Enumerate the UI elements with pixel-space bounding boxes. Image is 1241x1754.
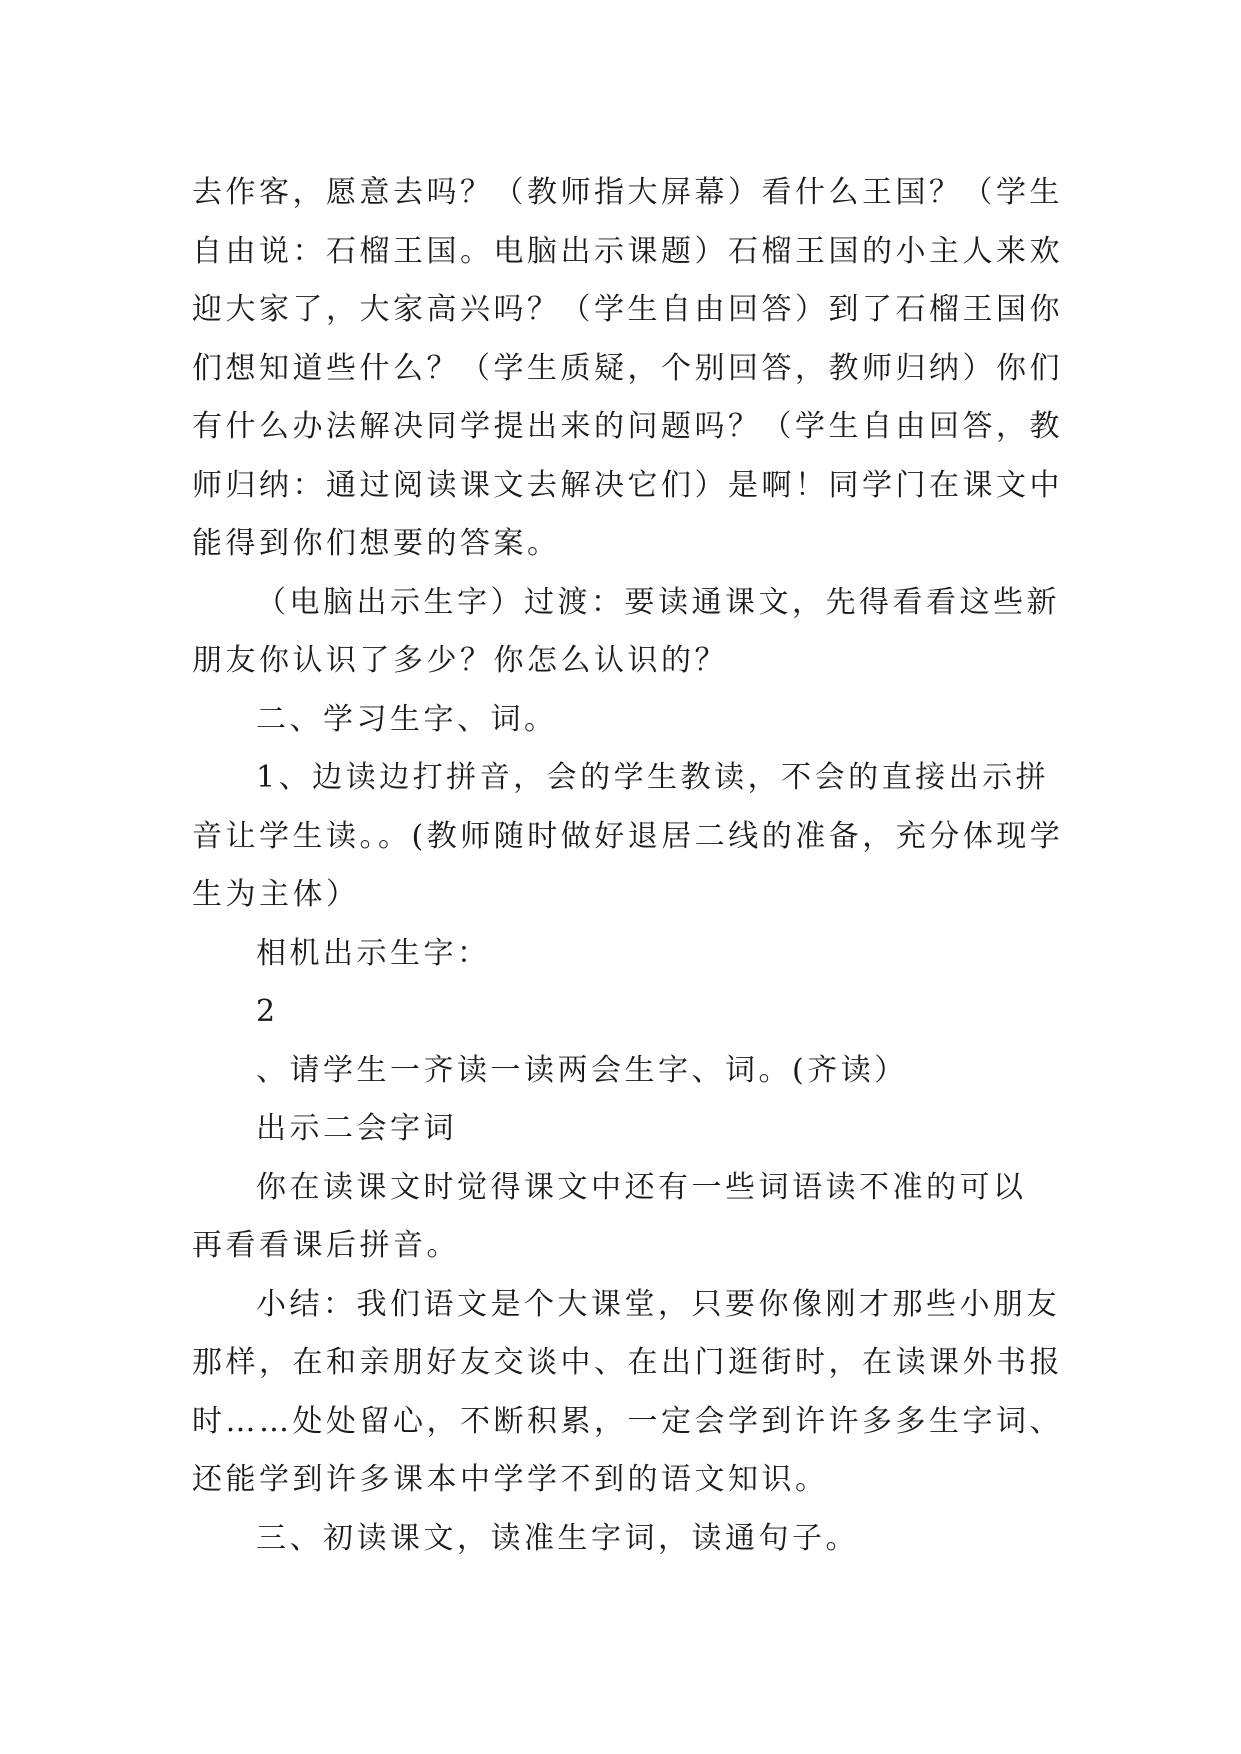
text-line: 们想知道些什么？（学生质疑，个别回答，教师归纳）你们 [192, 350, 1063, 386]
text-line: 小结：我们语文是个大课堂，只要你像刚才那些小朋友 [256, 1286, 1060, 1322]
text-line: 能得到你们想要的答案。 [192, 526, 561, 561]
text-line: 师归纳：通过阅读课文去解决它们）是啊！同学门在课文中 [192, 467, 1063, 503]
text-line: 去作客，愿意去吗？（教师指大屏幕）看什么王国？（学生 [192, 175, 1063, 210]
text-line: 音让学生读。。(教师随时做好退居二线的准备，充分体现学 [192, 818, 1064, 854]
text-line: 你在读课文时觉得课文中还有一些词语读不准的可以 [256, 1169, 1027, 1205]
text-line: 自由说：石榴王国。电脑出示课题）石榴王国的小主人来欢 [192, 233, 1063, 269]
text-line: 那样，在和亲朋好友交谈中、在出门逛街时，在读课外书报 [192, 1345, 1063, 1380]
text-line: 再看看课后拼音。 [192, 1228, 460, 1263]
text-line: 、请学生一齐读一读两会生字、词。(齐读） [256, 1052, 908, 1088]
section-heading: 三、初读课文，读准生字词，读通句子。 [256, 1520, 859, 1556]
document-page [192, 164, 1064, 1568]
section-heading: 二、学习生字、词。 [256, 701, 558, 737]
text-line: 1、边读边打拼音，会的学生教读，不会的直接出示拼 [256, 760, 1050, 795]
text-line: 时……处处留心，不断积累，一定会学到许许多多生字词、 [192, 1403, 1063, 1439]
list-number: 2 [256, 994, 279, 1029]
text-line: 出示二会字词 [256, 1111, 457, 1146]
text-line: 还能学到许多课本中学学不到的语文知识。 [192, 1462, 829, 1497]
text-line: 相机出示生字： [256, 935, 491, 971]
text-line: 有什么办法解决同学提出来的问题吗？（学生自由回答，教 [192, 409, 1063, 444]
text-line: 朋友你认识了多少？你怎么认识的？ [192, 643, 728, 678]
text-line: 生为主体） [192, 877, 360, 912]
text-line: 迎大家了，大家高兴吗？（学生自由回答）到了石榴王国你 [192, 292, 1063, 327]
text-line: （电脑出示生字）过渡：要读通课文，先得看看这些新 [256, 584, 1060, 620]
